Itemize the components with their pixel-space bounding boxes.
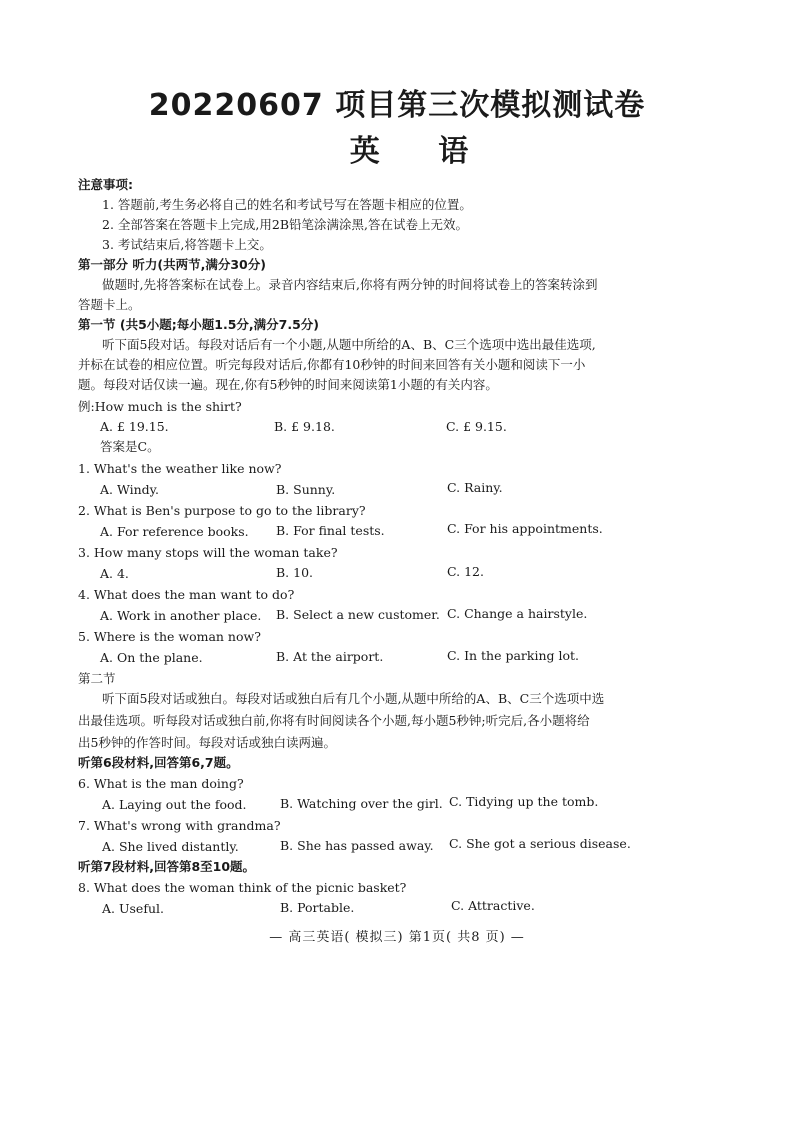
notice-item: 2. 全部答案在答题卡上完成,用2B铅笔涂满涂黑,答在试卷上无效。: [102, 217, 468, 232]
q5-option-a: A. On the plane.: [100, 650, 203, 665]
q5-option-c: C. In the parking lot.: [447, 648, 580, 663]
q4-option-a: A. Work in another place.: [100, 608, 262, 623]
example-option-c: C. £ 9.15.: [446, 419, 507, 434]
q3-option-b: B. 10.: [276, 565, 314, 580]
q1-option-a: A. Windy.: [100, 482, 160, 497]
section2-heading: 第二节: [78, 671, 116, 686]
q3-option-a: A. 4.: [100, 566, 129, 581]
q6-option-a: A. Laying out the food.: [102, 797, 247, 812]
q7-option-b: B. She has passed away.: [280, 838, 434, 853]
q5-option-b: B. At the airport.: [276, 649, 384, 664]
notice-heading: 注意事项:: [78, 177, 133, 192]
section1-heading: 第一节 (共5小题;每小题1.5分,满分7.5分): [78, 317, 320, 332]
question-4: 4. What does the man want to do?: [78, 587, 295, 602]
example-question: 例:How much is the shirt?: [78, 399, 242, 414]
notice-item: 1. 答题前,考生务必将自己的姓名和考试号写在答题卡相应的位置。: [102, 197, 472, 212]
part1-intro: 答题卡上。: [78, 297, 141, 312]
example-option-a: A. £ 19.15.: [100, 419, 169, 434]
q1-option-b: B. Sunny.: [276, 482, 336, 497]
question-5: 5. Where is the woman now?: [78, 629, 261, 644]
question-1: 1. What's the weather like now?: [78, 461, 282, 476]
material-7-heading: 听第7段材料,回答第8至10题。: [78, 859, 256, 874]
q6-option-b: B. Watching over the girl.: [280, 796, 443, 811]
q7-option-c: C. She got a serious disease.: [449, 836, 631, 851]
exam-title: 20220607 项目第三次模拟测试卷: [148, 88, 646, 123]
part1-heading: 第一部分 听力(共两节,满分30分): [78, 257, 266, 272]
q3-option-c: C. 12.: [447, 564, 484, 579]
q8-option-b: B. Portable.: [280, 900, 355, 915]
section2-intro: 听下面5段对话或独白。每段对话或独白后有几个小题,从题中所给的A、B、C三个选项中选: [102, 691, 605, 706]
question-8: 8. What does the woman think of the picnic basket?: [78, 880, 407, 895]
question-7: 7. What's wrong with grandma?: [78, 818, 281, 833]
example-answer: 答案是C。: [100, 439, 160, 454]
q2-option-a: A. For reference books.: [100, 524, 249, 539]
section1-intro: 听下面5段对话。每段对话后有一个小题,从题中所给的A、B、C三个选项中选出最佳选项,: [102, 337, 596, 352]
notice-item: 3. 考试结束后,将答题卡上交。: [102, 237, 272, 252]
section1-intro: 题。每段对话仅读一遍。现在,你有5秒钟的时间来阅读第1小题的有关内容。: [78, 377, 498, 392]
section1-intro: 并标在试卷的相应位置。听完每段对话后,你都有10秒钟的时间来回答有关小题和阅读下一小: [78, 357, 586, 372]
q4-option-b: B. Select a new customer.: [276, 607, 440, 622]
q2-option-c: C. For his appointments.: [447, 521, 603, 536]
q6-option-c: C. Tidying up the tomb.: [449, 794, 599, 809]
subject-title: 英 语: [349, 134, 493, 169]
page-footer: — 高三英语( 模拟三) 第1页( 共8 页) —: [269, 930, 525, 945]
material-6-heading: 听第6段材料,回答第6,7题。: [78, 755, 239, 770]
part1-intro: 做题时,先将答案标在试卷上。录音内容结束后,你将有两分钟的时间将试卷上的答案转涂到: [102, 277, 598, 292]
example-option-b: B. £ 9.18.: [274, 419, 335, 434]
question-2: 2. What is Ben's purpose to go to the library?: [78, 503, 366, 518]
q7-option-a: A. She lived distantly.: [102, 839, 239, 854]
q8-option-c: C. Attractive.: [451, 898, 535, 913]
question-3: 3. How many stops will the woman take?: [78, 545, 338, 560]
q1-option-c: C. Rainy.: [447, 480, 503, 495]
q2-option-b: B. For final tests.: [276, 523, 385, 538]
section2-intro: 出5秒钟的作答时间。每段对话或独白读两遍。: [78, 735, 336, 750]
question-6: 6. What is the man doing?: [78, 776, 244, 791]
q4-option-c: C. Change a hairstyle.: [447, 606, 588, 621]
q8-option-a: A. Useful.: [102, 901, 164, 916]
section2-intro: 出最佳选项。听每段对话或独白前,你将有时间阅读各个小题,每小题5秒钟;听完后,各小题将给: [78, 713, 590, 728]
